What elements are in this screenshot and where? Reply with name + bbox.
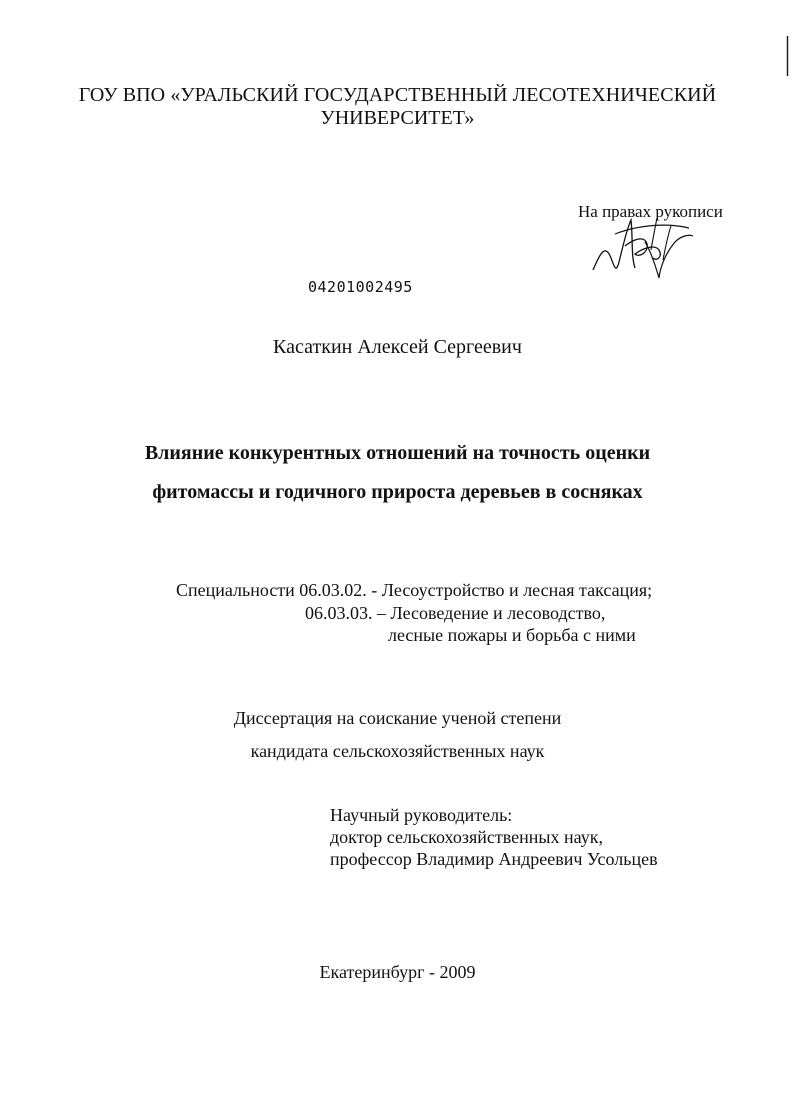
dissertation-degree-line-2: кандидата сельскохозяйственных наук bbox=[250, 741, 545, 761]
handwritten-signature bbox=[585, 198, 705, 288]
specialty-line-3: лесные пожары и борьба с ними bbox=[388, 625, 636, 645]
author-name: Касаткин Алексей Сергеевич bbox=[273, 336, 522, 358]
supervisor-label: Научный руководитель: bbox=[330, 805, 513, 825]
scan-margin-mark bbox=[786, 36, 789, 76]
supervisor-name: профессор Владимир Андреевич Усольцев bbox=[330, 849, 658, 869]
registration-number: 04201002495 bbox=[308, 278, 413, 296]
specialty-line-1: Специальности 06.03.02. - Лесоустройство и лесная таксация; bbox=[176, 580, 653, 600]
dissertation-degree-line-1: Диссертация на соискание ученой степени bbox=[233, 708, 562, 728]
place-and-year: Екатеринбург - 2009 bbox=[319, 962, 476, 982]
organization-line-1: ГОУ ВПО «УРАЛЬСКИЙ ГОСУДАРСТВЕННЫЙ ЛЕСОТЕХНИЧЕСКИЙ bbox=[78, 84, 717, 106]
dissertation-title-line-1: Влияние конкурентных отношений на точность оценки bbox=[144, 442, 651, 464]
supervisor-degree: доктор сельскохозяйственных наук, bbox=[330, 827, 603, 847]
specialty-line-2: 06.03.03. – Лесоведение и лесоводство, bbox=[305, 603, 606, 623]
manuscript-note: На правах рукописи bbox=[578, 202, 723, 221]
dissertation-title-line-2: фитомассы и годичного прироста деревьев в сосняках bbox=[152, 481, 643, 503]
organization-line-2: УНИВЕРСИТЕТ» bbox=[320, 107, 475, 129]
